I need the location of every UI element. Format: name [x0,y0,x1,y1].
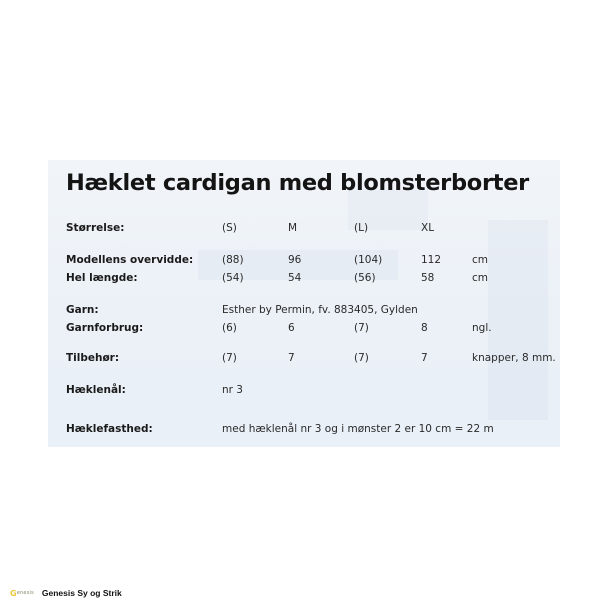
value-xl: 58 [421,272,435,284]
value-s: (6) [222,322,237,334]
row-label: Garnforbrug: [66,322,144,334]
row-chest-width [48,252,560,268]
value-s: (S) [222,222,237,234]
row-size [48,220,560,236]
value-l: (L) [354,222,369,234]
value-s: (54) [222,272,244,284]
row-crochet-hook [48,382,560,398]
value-l: (104) [354,254,383,266]
footer-branding [10,586,122,600]
value-m: 6 [288,322,295,334]
unit: cm [472,254,489,266]
brand-name: Genesis Sy og Strik [41,588,122,598]
row-label: Modellens overvidde: [66,254,194,266]
row-gauge [48,421,560,437]
value-xl: 112 [421,254,442,266]
row-label: Hel længde: [66,272,138,284]
genesis-logo [10,589,34,598]
row-yarn [48,302,560,318]
row-yarn-usage [48,320,560,336]
unit: knapper, 8 mm. [472,352,556,364]
value-xl: XL [421,222,435,234]
value-s: (7) [222,352,237,364]
value-l: (56) [354,272,376,284]
row-label: Hæklefasthed: [66,423,153,435]
logo-text: enesis [16,590,34,596]
yarn-value: Esther by Permin, fv. 883405, Gylden [222,304,418,316]
row-label: Hæklenål: [66,384,126,396]
value-s: (88) [222,254,244,266]
pattern-title: Hæklet cardigan med blomsterborter [66,170,529,196]
unit: ngl. [472,322,492,334]
unit: cm [472,272,489,284]
logo-initial: G [10,588,17,598]
value-m: 96 [288,254,302,266]
value-xl: 7 [421,352,428,364]
value-m: M [288,222,298,234]
row-label: Tilbehør: [66,352,120,364]
value-l: (7) [354,352,369,364]
hook-value: nr 3 [222,384,243,396]
value-l: (7) [354,322,369,334]
pattern-info-panel [48,160,560,447]
row-accessories [48,350,560,366]
value-m: 7 [288,352,295,364]
row-label: Garn: [66,304,99,316]
row-label: Størrelse: [66,222,125,234]
gauge-value: med hæklenål nr 3 og i mønster 2 er 10 cm = 22 m [222,423,494,435]
value-m: 54 [288,272,302,284]
row-total-length [48,270,560,286]
value-xl: 8 [421,322,428,334]
